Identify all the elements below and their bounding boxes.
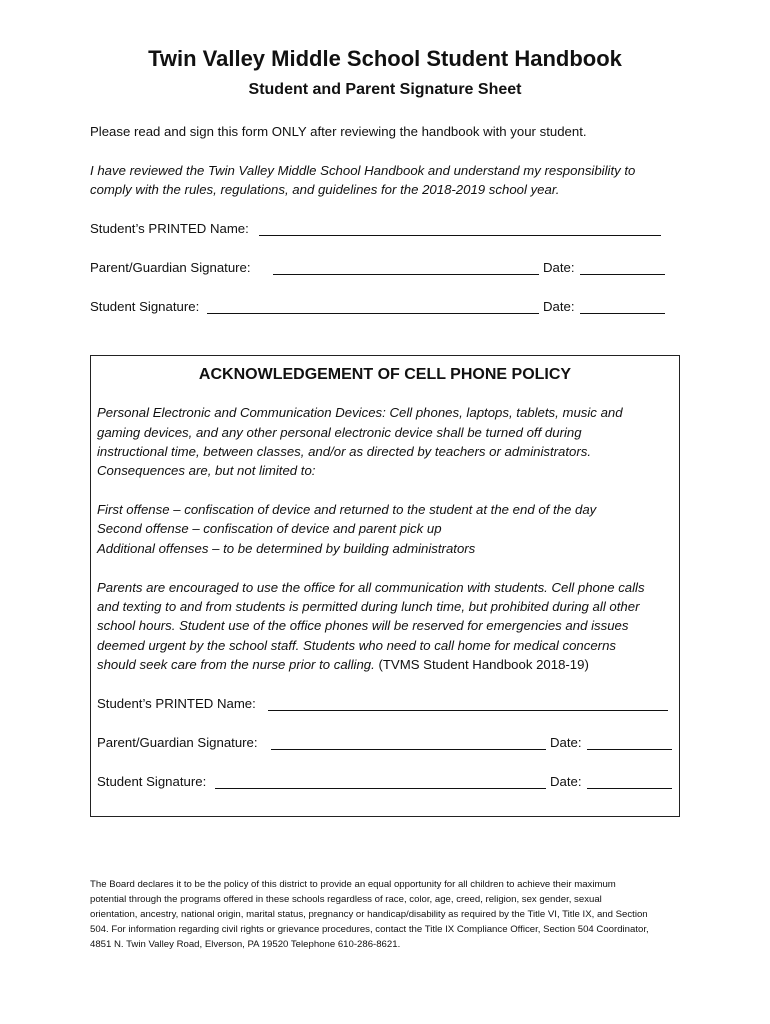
- offense-line-1: First offense – confiscation of device and returned to the student at the end of the day: [97, 502, 597, 517]
- bottom-student-date-field[interactable]: [587, 788, 672, 789]
- bottom-student-date-label: Date:: [550, 774, 582, 789]
- top-student-name-label: Student’s PRINTED Name:: [90, 221, 249, 236]
- footer-line-5: 4851 N. Twin Valley Road, Elverson, PA 19520 Telephone 610-286-8621.: [90, 939, 401, 950]
- offense-line-2: Second offense – confiscation of device and parent pick up: [97, 521, 442, 536]
- top-student-signature-label: Student Signature:: [90, 299, 200, 314]
- top-student-date-label: Date:: [543, 299, 575, 314]
- top-parent-signature-label: Parent/Guardian Signature:: [90, 260, 251, 275]
- devices-line-3: instructional time, between classes, and/or as directed by teachers or administrators.: [97, 444, 592, 459]
- top-parent-date-label: Date:: [543, 260, 575, 275]
- top-parent-signature-field[interactable]: [273, 274, 539, 275]
- devices-line-4: Consequences are, but not limited to:: [97, 463, 316, 478]
- parents-last-italic: should seek care from the nurse prior to calling.: [97, 657, 375, 672]
- devices-line-2: gaming devices, and any other personal electronic device shall be turned off during: [97, 425, 582, 440]
- statement-line-2: comply with the rules, regulations, and guidelines for the 2018-2019 school year.: [90, 182, 560, 197]
- document-subtitle: Student and Parent Signature Sheet: [248, 81, 522, 98]
- bottom-student-signature-label: Student Signature:: [97, 774, 207, 789]
- bottom-student-name-label: Student’s PRINTED Name:: [97, 696, 256, 711]
- bottom-parent-signature-field[interactable]: [271, 749, 546, 750]
- bottom-student-signature-field[interactable]: [215, 788, 546, 789]
- parents-line-2: and texting to and from students is permitted during lunch time, but prohibited during all other: [97, 599, 640, 614]
- nondiscrimination-footer: [90, 877, 690, 952]
- top-student-name-field[interactable]: [259, 235, 661, 236]
- offense-line-3: Additional offenses – to be determined by building administrators: [97, 541, 476, 556]
- statement-line-1: I have reviewed the Twin Valley Middle School Handbook and understand my responsibility to: [90, 163, 636, 178]
- parents-line-3: school hours. Student use of the office phones will be reserved for emergencies and issues: [97, 618, 629, 633]
- bottom-parent-signature-label: Parent/Guardian Signature:: [97, 735, 258, 750]
- footer-line-4: 504. For information regarding civil rights or grievance procedures, contact the Title IX Compliance Officer, Section 504 Coordinator,: [90, 924, 649, 935]
- bottom-parent-date-label: Date:: [550, 735, 582, 750]
- instruction-text: Please read and sign this form ONLY after reviewing the handbook with your student.: [90, 124, 587, 139]
- parents-line-5: [97, 655, 589, 675]
- parents-line-4: deemed urgent by the school staff. Students who need to call home for medical concerns: [97, 638, 617, 653]
- footer-line-2: potential through the programs offered in these schools regardless of race, color, age, creed, religion, sex gender, sexual: [90, 894, 602, 905]
- bottom-parent-date-field[interactable]: [587, 749, 672, 750]
- top-student-signature-field[interactable]: [207, 313, 539, 314]
- top-parent-date-field[interactable]: [580, 274, 665, 275]
- bottom-student-name-field[interactable]: [268, 710, 668, 711]
- document-title: Twin Valley Middle School Student Handbook: [148, 46, 622, 71]
- top-student-date-field[interactable]: [580, 313, 665, 314]
- policy-heading: ACKNOWLEDGEMENT OF CELL PHONE POLICY: [198, 366, 572, 383]
- footer-line-1: The Board declares it to be the policy of this district to provide an equal opportunity for all children to achieve their maximum: [90, 879, 616, 890]
- handbook-citation: (TVMS Student Handbook 2018-19): [374, 657, 589, 672]
- parents-line-1: Parents are encouraged to use the office for all communication with students. Cell phone calls: [97, 580, 645, 595]
- devices-line-1: Personal Electronic and Communication Devices: Cell phones, laptops, tablets, music and: [97, 405, 623, 420]
- footer-line-3: orientation, ancestry, national origin, marital status, pregnancy or handicap/disability as required by the Title VI, Title IX, and Section: [90, 909, 648, 920]
